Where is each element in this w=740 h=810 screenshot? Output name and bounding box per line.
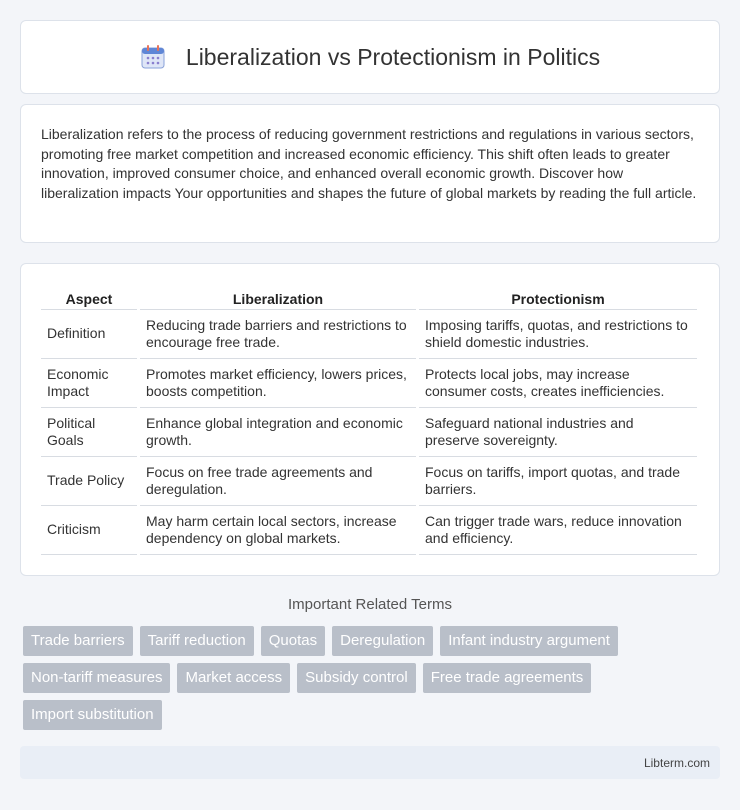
related-term-tag[interactable]: Quotas bbox=[261, 626, 325, 656]
intro-paragraph: Liberalization refers to the process of reducing government restrictions and regulations in various sectors, promoting free market competition and increased economic efficiency. This shift often leads to greater innovation, improved consumer choice, and enhanced overall economic growth. Discover how liberalization impacts Your opportunities and shapes the future of global markets by reading the full article. bbox=[41, 126, 697, 201]
related-term-tag[interactable]: Trade barriers bbox=[23, 626, 133, 656]
related-term-tag[interactable]: Import substitution bbox=[23, 700, 162, 730]
protectionism-cell: Can trigger trade wars, reduce innovation and efficiency. bbox=[419, 506, 697, 555]
liberalization-cell: May harm certain local sectors, increase dependency on global markets. bbox=[140, 506, 416, 555]
aspect-cell: Criticism bbox=[41, 506, 137, 555]
table-row bbox=[41, 359, 697, 408]
footer-brand-link[interactable]: Libterm.com bbox=[643, 755, 710, 770]
protectionism-cell: Protects local jobs, may increase consumer costs, creates inefficiencies. bbox=[419, 359, 697, 408]
protectionism-cell: Focus on tariffs, import quotas, and trade barriers. bbox=[419, 457, 697, 506]
liberalization-cell: Promotes market efficiency, lowers prices, boosts competition. bbox=[140, 359, 416, 408]
comparison-table-card bbox=[20, 263, 720, 576]
column-header: Aspect bbox=[41, 286, 137, 310]
protectionism-cell: Safeguard national industries and preserve sovereignty. bbox=[419, 408, 697, 457]
aspect-cell: Trade Policy bbox=[41, 457, 137, 506]
related-term-tag[interactable]: Market access bbox=[177, 663, 290, 693]
related-term-tag[interactable]: Free trade agreements bbox=[423, 663, 592, 693]
related-term-tag[interactable]: Subsidy control bbox=[297, 663, 416, 693]
column-header: Protectionism bbox=[419, 286, 697, 310]
column-header: Liberalization bbox=[140, 286, 416, 310]
calendar-icon bbox=[140, 44, 166, 70]
liberalization-cell: Enhance global integration and economic growth. bbox=[140, 408, 416, 457]
related-term-tag[interactable]: Tariff reduction bbox=[140, 626, 254, 656]
aspect-cell: Political Goals bbox=[41, 408, 137, 457]
protectionism-cell: Imposing tariffs, quotas, and restrictions to shield domestic industries. bbox=[419, 310, 697, 359]
table-row bbox=[41, 457, 697, 506]
liberalization-cell: Focus on free trade agreements and deregulation. bbox=[140, 457, 416, 506]
intro-card bbox=[20, 104, 720, 243]
related-terms-title: Important Related Terms bbox=[288, 596, 452, 613]
related-term-tag[interactable]: Non-tariff measures bbox=[23, 663, 170, 693]
footer bbox=[20, 746, 720, 779]
table-row bbox=[41, 506, 697, 555]
comparison-table bbox=[38, 286, 700, 555]
related-term-tag[interactable]: Deregulation bbox=[332, 626, 433, 656]
aspect-cell: Economic Impact bbox=[41, 359, 137, 408]
related-terms-tags bbox=[20, 626, 720, 730]
table-header-row bbox=[41, 286, 697, 310]
page-title: Liberalization vs Protectionism in Politics bbox=[185, 43, 601, 70]
aspect-cell: Definition bbox=[41, 310, 137, 359]
related-terms-section bbox=[20, 596, 720, 730]
header-card bbox=[20, 20, 720, 94]
liberalization-cell: Reducing trade barriers and restrictions to encourage free trade. bbox=[140, 310, 416, 359]
table-row bbox=[41, 408, 697, 457]
related-term-tag[interactable]: Infant industry argument bbox=[440, 626, 618, 656]
table-row bbox=[41, 310, 697, 359]
